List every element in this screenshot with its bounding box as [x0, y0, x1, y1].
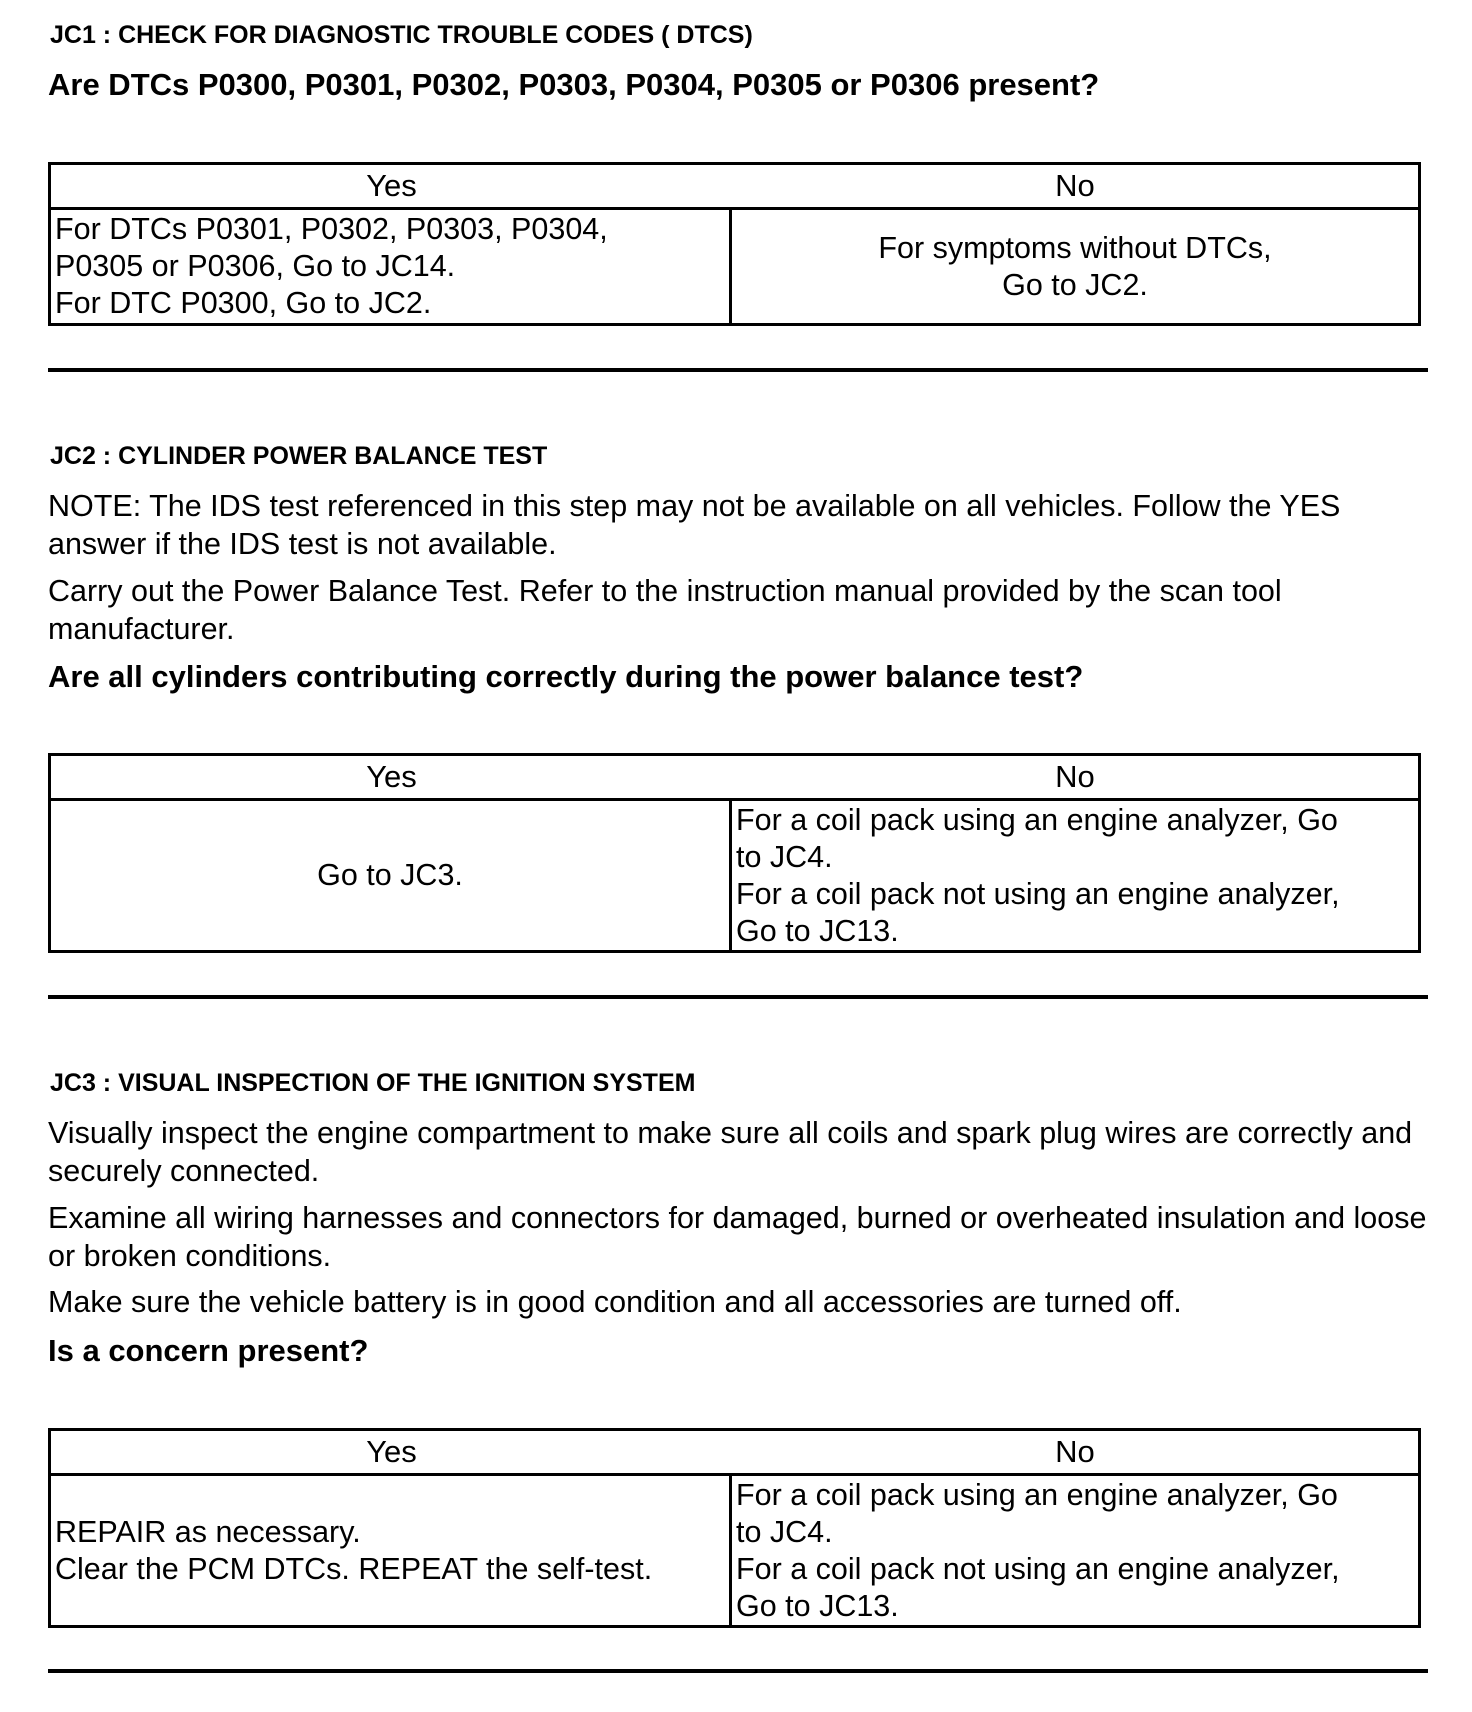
- no-header: No: [1055, 168, 1095, 203]
- no-header: No: [1055, 1434, 1095, 1469]
- step-question-jc3: Is a concern present?: [48, 1333, 369, 1368]
- step-question-jc2: Are all cylinders contributing correctly during the power balance test?: [48, 659, 1084, 694]
- step-instruction-jc2: Carry out the Power Balance Test. Refer to the instruction manual provided by the scan tool manufacturer.: [48, 574, 1282, 646]
- step-title-jc2: JC2 : CYLINDER POWER BALANCE TEST: [50, 442, 548, 470]
- no-cell: [732, 210, 1418, 323]
- yes-line: Go to JC3.: [317, 858, 463, 892]
- table-body-row: [51, 1476, 1418, 1625]
- no-line: For a coil pack not using an engine analyzer,: [736, 1551, 1340, 1586]
- no-cell: [732, 801, 1418, 950]
- step-instruction-jc3-2: Examine all wiring harnesses and connectors for damaged, burned or overheated insulation and loose or broken conditions.: [48, 1201, 1427, 1273]
- table-header-row: [51, 756, 1418, 801]
- step-title-jc3: JC3 : VISUAL INSPECTION OF THE IGNITION SYSTEM: [50, 1069, 696, 1097]
- yes-cell: [51, 801, 732, 950]
- no-line: Go to JC13.: [736, 1588, 899, 1623]
- table-header-row: [51, 165, 1418, 210]
- no-line: For a coil pack not using an engine analyzer,: [736, 876, 1340, 911]
- table-body-row: [51, 801, 1418, 950]
- no-line: Go to JC13.: [736, 913, 899, 948]
- step-instruction-jc3-3: Make sure the vehicle battery is in good condition and all accessories are turned off.: [48, 1285, 1182, 1319]
- step-instruction-jc3-1: Visually inspect the engine compartment to make sure all coils and spark plug wires are correctly and securely connected.: [48, 1116, 1413, 1188]
- yes-line: REPAIR as necessary.: [55, 1514, 361, 1549]
- no-line: For a coil pack using an engine analyzer, Go: [736, 802, 1338, 837]
- table-header-row: [51, 1431, 1418, 1476]
- no-line: For symptoms without DTCs,: [878, 230, 1272, 265]
- section-divider: [48, 1669, 1428, 1673]
- no-line: For a coil pack using an engine analyzer, Go: [736, 1477, 1338, 1512]
- no-line: Go to JC2.: [1002, 267, 1148, 302]
- decision-table-jc1: [48, 162, 1421, 326]
- yes-line: For DTCs P0301, P0302, P0303, P0304,: [55, 212, 608, 246]
- yes-cell: [51, 210, 732, 323]
- yes-line: For DTC P0300, Go to JC2.: [55, 286, 432, 320]
- section-divider: [48, 995, 1428, 999]
- step-title-jc1: JC1 : CHECK FOR DIAGNOSTIC TROUBLE CODES ( DTCS): [50, 21, 753, 49]
- yes-cell: [51, 1476, 732, 1625]
- yes-line: Clear the PCM DTCs. REPEAT the self-test.: [55, 1551, 653, 1586]
- step-note-jc2: NOTE: The IDS test referenced in this step may not be available on all vehicles. Follow the YES answer if the IDS test is not available.: [48, 489, 1341, 561]
- no-cell: [732, 1476, 1418, 1625]
- yes-header: Yes: [366, 168, 417, 203]
- section-divider: [48, 368, 1428, 372]
- table-body-row: [51, 210, 1418, 323]
- step-question-jc1: Are DTCs P0300, P0301, P0302, P0303, P0304, P0305 or P0306 present?: [48, 67, 1100, 102]
- no-line: to JC4.: [736, 839, 833, 874]
- yes-line: P0305 or P0306, Go to JC14.: [55, 249, 456, 283]
- yes-header: Yes: [366, 759, 417, 794]
- no-line: to JC4.: [736, 1514, 833, 1549]
- decision-table-jc2: [48, 753, 1421, 953]
- yes-header: Yes: [366, 1434, 417, 1469]
- decision-table-jc3: [48, 1428, 1421, 1628]
- no-header: No: [1055, 759, 1095, 794]
